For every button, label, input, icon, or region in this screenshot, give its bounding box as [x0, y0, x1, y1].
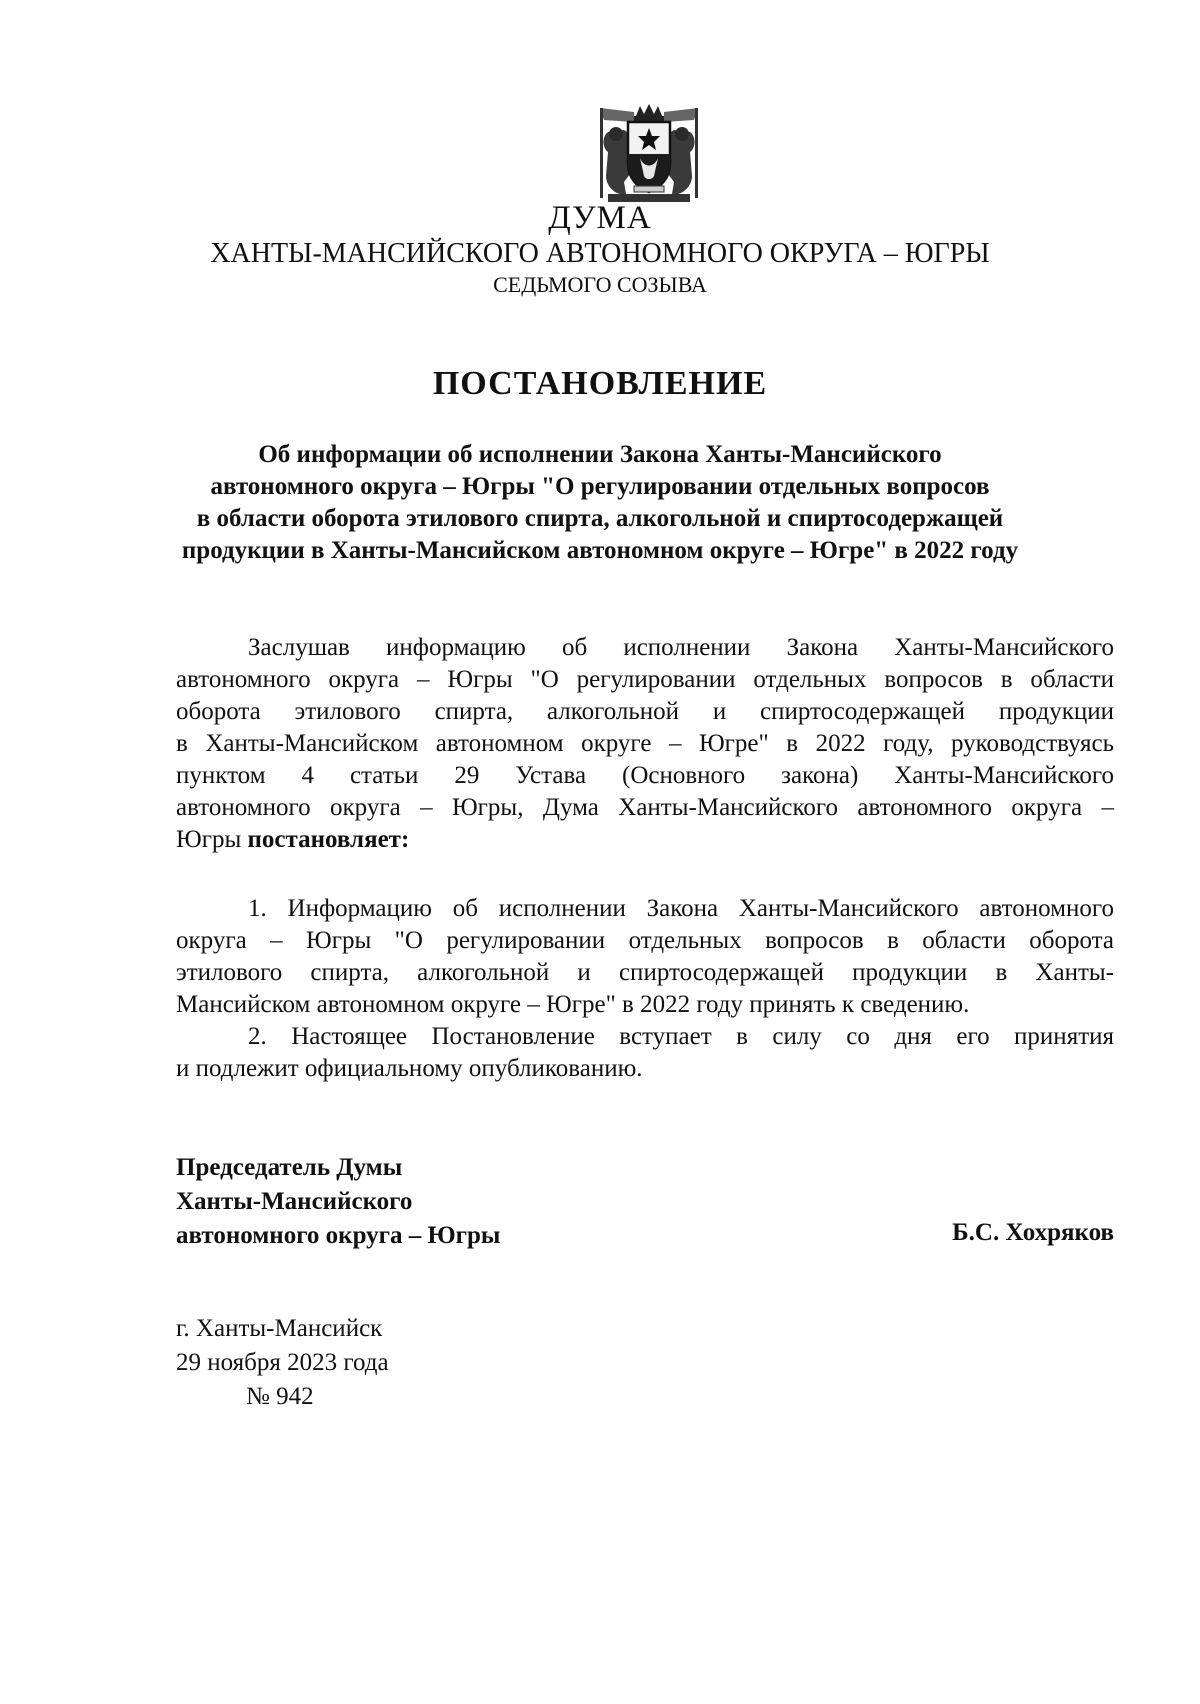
resolves-keyword: постановляет:: [247, 826, 410, 853]
resolution-item-1: [176, 893, 1114, 1021]
footer-city: г. Ханты-Мансийск: [176, 1315, 383, 1342]
paragraph-line: автономного округа – Югры "О регулировании отдельных вопросов в области: [176, 666, 1114, 693]
subject-line: автономного округа – Югры "О регулировании отдельных вопросов: [210, 473, 990, 500]
document-type: ПОСТАНОВЛЕНИЕ: [432, 365, 768, 402]
subject-line: в области оборота этилового спирта, алкогольной и спиртосодержащей: [196, 505, 1004, 532]
paragraph-line: Заслушав информацию об исполнении Закона Ханты-Мансийского: [248, 634, 1114, 661]
position-line: автономного округа – Югры: [176, 1222, 501, 1249]
signatory-name: Б.С. Хохряков: [952, 1219, 1114, 1246]
paragraph-line: этилового спирта, алкогольной и спиртосодержащей продукции в Ханты-: [176, 959, 1114, 986]
document-subject: [150, 439, 1050, 567]
signatory-position: [176, 1151, 776, 1253]
document-footer: [176, 1312, 576, 1414]
paragraph-line: округа – Югры "О регулировании отдельных вопросов в области оборота: [176, 927, 1114, 954]
footer-date: 29 ноября 2023 года: [176, 1349, 389, 1376]
subject-line: Об информации об исполнении Закона Ханты-Мансийского: [258, 441, 942, 468]
paragraph-line: 1. Информацию об исполнении Закона Ханты-Мансийского автономного: [248, 895, 1114, 922]
position-line: Ханты-Мансийского: [176, 1188, 413, 1215]
paragraph-line: оборота этилового спирта, алкогольной и спиртосодержащей продукции: [176, 698, 1114, 725]
org-name: ДУМА: [548, 200, 652, 236]
paragraph-line: пунктом 4 статьи 29 Устава (Основного закона) Ханты-Мансийского: [176, 762, 1114, 789]
paragraph-line: автономного округа – Югры, Дума Ханты-Мансийского автономного округа –: [176, 794, 1114, 821]
resolution-item-2: [176, 1021, 1114, 1085]
paragraph-line: [176, 824, 1114, 856]
document-number: № 942: [246, 1383, 314, 1410]
paragraph-line: и подлежит официальному опубликованию.: [176, 1055, 643, 1082]
coat-of-arms-icon: [594, 102, 704, 208]
intro-paragraph: [176, 632, 1114, 856]
paragraph-line: 2. Настоящее Постановление вступает в силу со дня его принятия: [248, 1023, 1114, 1050]
region-name: ХАНТЫ-МАНСИЙСКОГО АВТОНОМНОГО ОКРУГА – ЮГРЫ: [210, 238, 990, 269]
intro-last-text: Югры: [176, 826, 248, 853]
paragraph-line: в Ханты-Мансийском автономном округе – Югре" в 2022 году, руководствуясь: [176, 730, 1114, 757]
convocation: СЕДЬМОГО СОЗЫВА: [493, 272, 707, 297]
position-line: Председатель Думы: [176, 1154, 403, 1181]
paragraph-line: Мансийском автономном округе – Югре" в 2022 году принять к сведению.: [176, 991, 970, 1018]
subject-line: продукции в Ханты-Мансийском автономном округе – Югре" в 2022 году: [181, 537, 1019, 564]
